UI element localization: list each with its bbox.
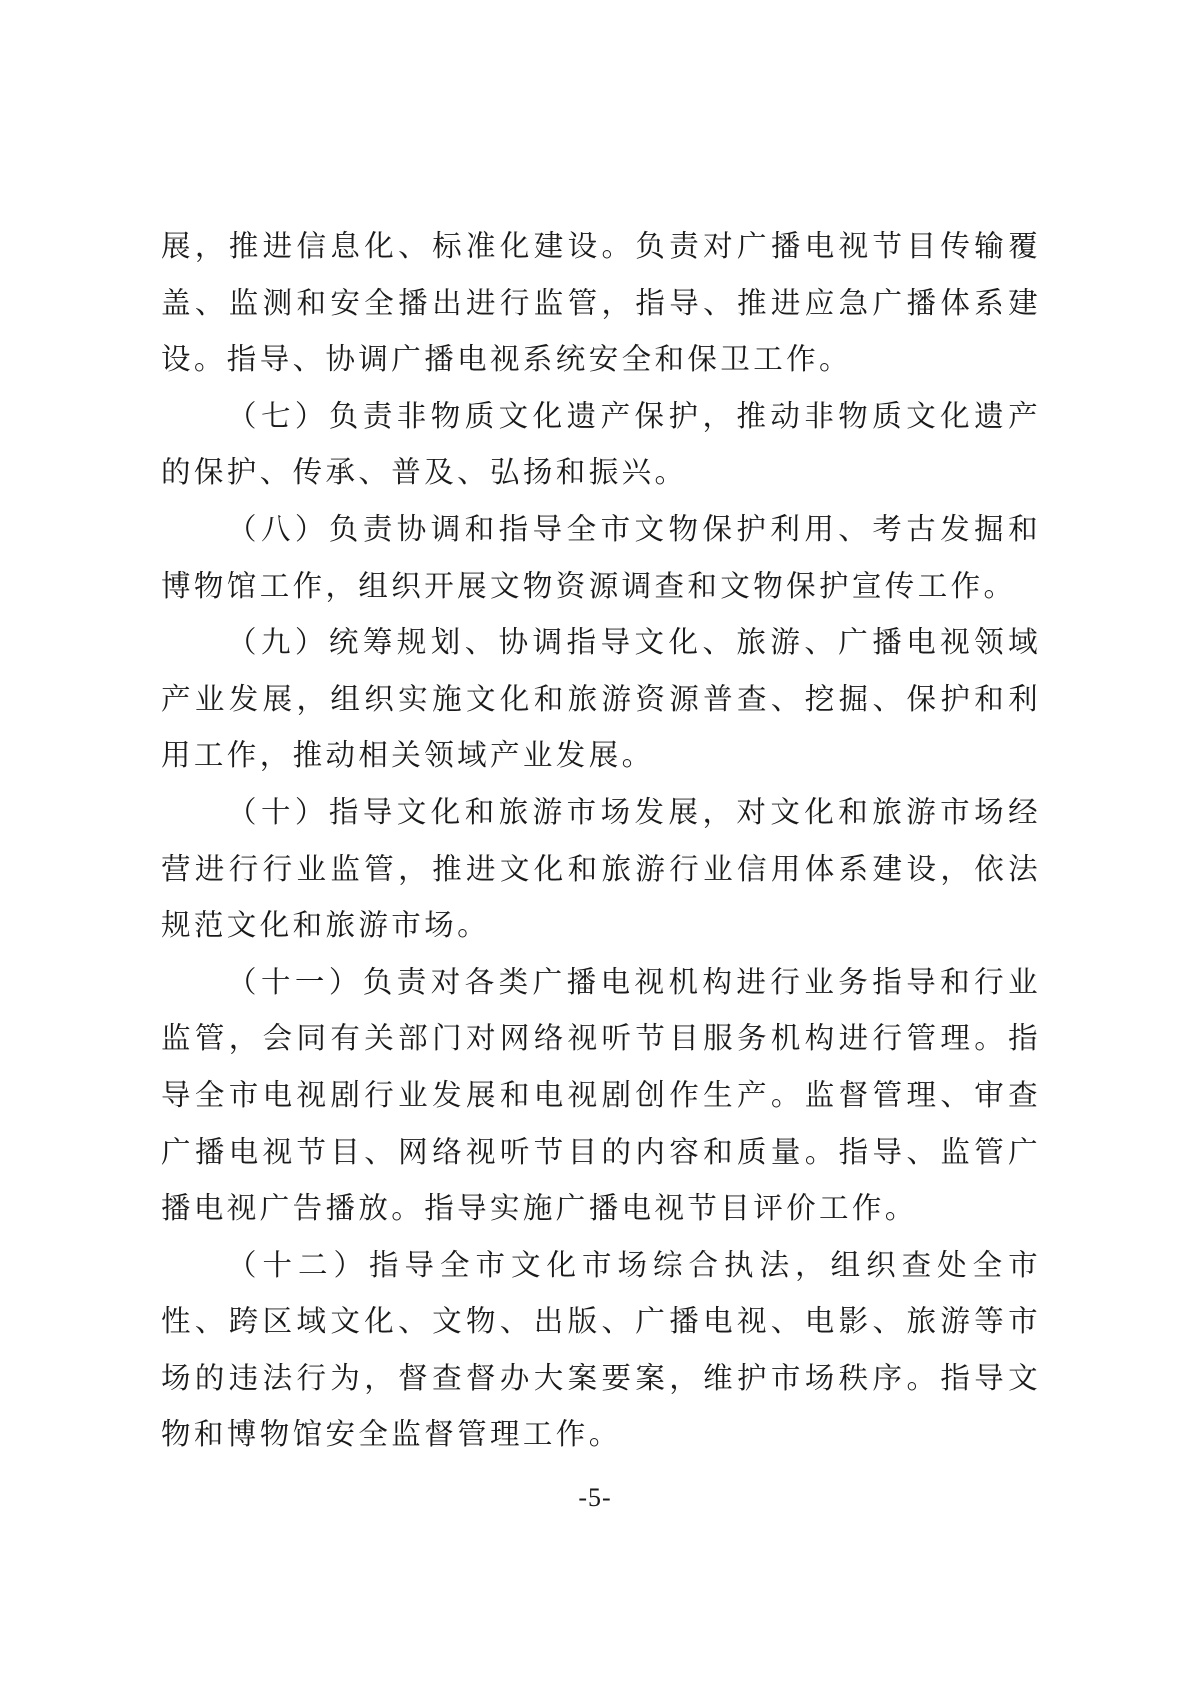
paragraph-item-9: （九）统筹规划、协调指导文化、旅游、广播电视领域产业发展，组织实施文化和旅游资源普查、挖掘、保护和利用工作，推动相关领域产业发展。	[161, 625, 1041, 773]
paragraph-item-8: （八）负责协调和指导全市文物保护利用、考古发掘和博物馆工作，组织开展文物资源调查和文物保护宣传工作。	[161, 511, 1041, 603]
document-body	[161, 218, 1041, 1463]
page-number: -5-	[578, 1483, 612, 1512]
paragraph-item-7: （七）负责非物质文化遗产保护，推动非物质文化遗产的保护、传承、普及、弘扬和振兴。	[161, 398, 1041, 490]
paragraph-continued: 展，推进信息化、标准化建设。负责对广播电视节目传输覆盖、监测和安全播出进行监管，指导、推进应急广播体系建设。指导、协调广播电视系统安全和保卫工作。	[161, 229, 1041, 377]
paragraph-item-12: （十二）指导全市文化市场综合执法，组织查处全市性、跨区域文化、文物、出版、广播电视、电影、旅游等市场的违法行为，督查督办大案要案，维护市场秩序。指导文物和博物馆安全监督管理工作。	[161, 1247, 1041, 1452]
paragraph-item-10: （十）指导文化和旅游市场发展，对文化和旅游市场经营进行行业监管，推进文化和旅游行业信用体系建设，依法规范文化和旅游市场。	[161, 794, 1041, 943]
paragraph-item-11: （十一）负责对各类广播电视机构进行业务指导和行业监管，会同有关部门对网络视听节目服务机构进行管理。指导全市电视剧行业发展和电视剧创作生产。监督管理、审查广播电视节目、网络视听节目的内容和质量。指导、监管广播电视广告播放。指导实施广播电视节目评价工作。	[161, 964, 1041, 1226]
